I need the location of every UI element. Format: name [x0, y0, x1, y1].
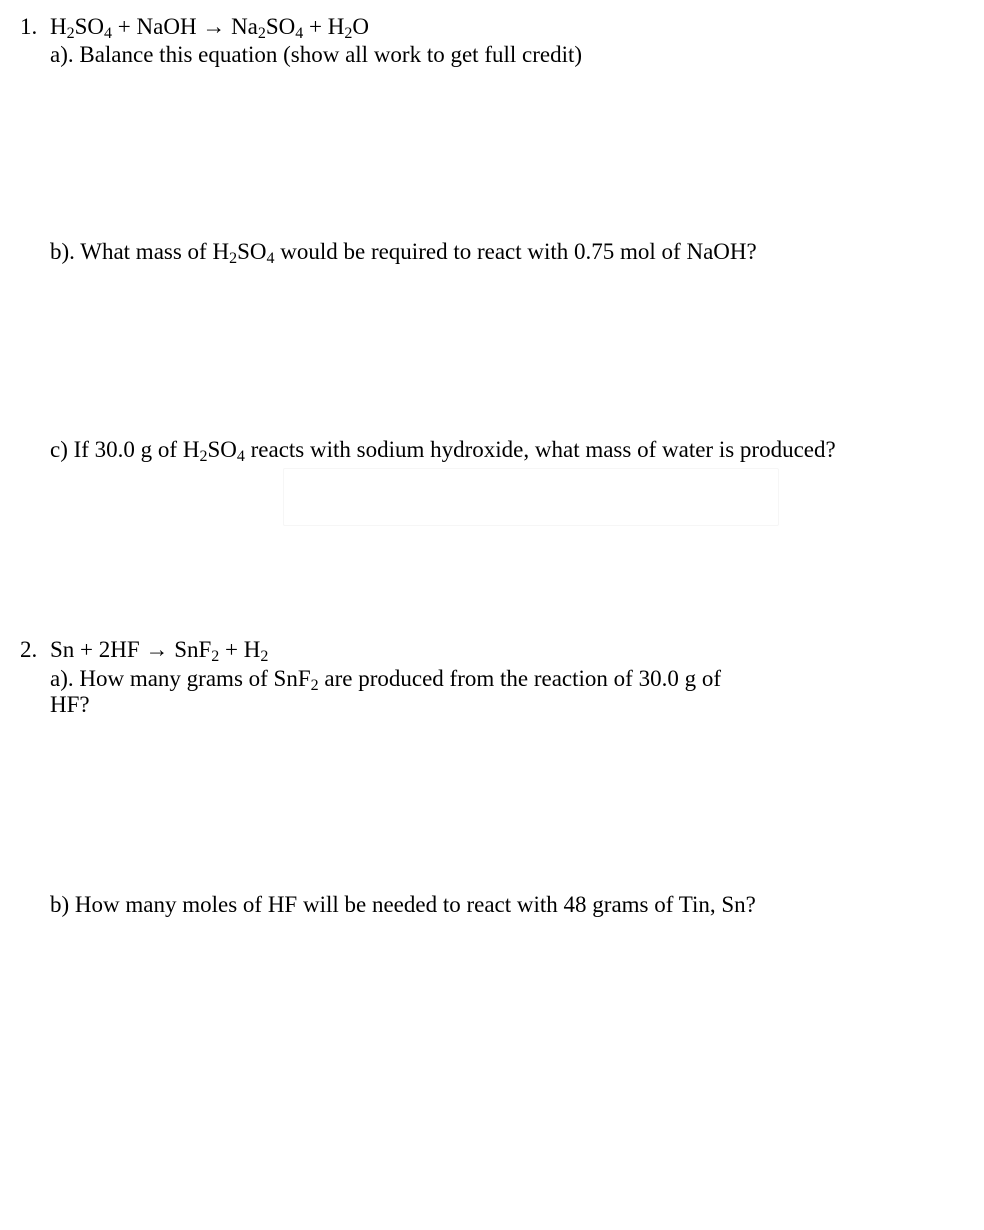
question-number: 1.	[20, 14, 38, 39]
arrow-icon: →	[196, 14, 232, 39]
question-number: 2.	[20, 637, 38, 662]
equation-text: $H_2SO_4$ + NaOH → $Na_2SO_4 + H_2O$	[50, 14, 370, 42]
question-2a-line2: HF?	[50, 692, 90, 717]
question-2-equation	[20, 637, 268, 663]
question-2a: a). How many grams of SnF$_2$ are produced from the reaction of 30.0 g of	[50, 666, 721, 694]
answer-area	[283, 468, 779, 526]
equation-text: $Sn + 2HF \to SnF_2 + H_2$	[50, 637, 269, 665]
question-1b: b). What mass of $H_2SO_4$ would be required to react with 0.75 mol of NaOH?	[50, 239, 757, 267]
arrow-icon: →	[139, 637, 175, 662]
question-1c: c) If 30.0 g of $H_2SO_4$ reacts with sodium hydroxide, what mass of water is produced?	[50, 437, 836, 465]
question-1a: a). Balance this equation (show all work to get full credit)	[50, 42, 583, 67]
question-1-equation	[20, 14, 369, 40]
question-2b: b) How many moles of HF will be needed to react with 48 grams of Tin, Sn?	[50, 892, 756, 917]
